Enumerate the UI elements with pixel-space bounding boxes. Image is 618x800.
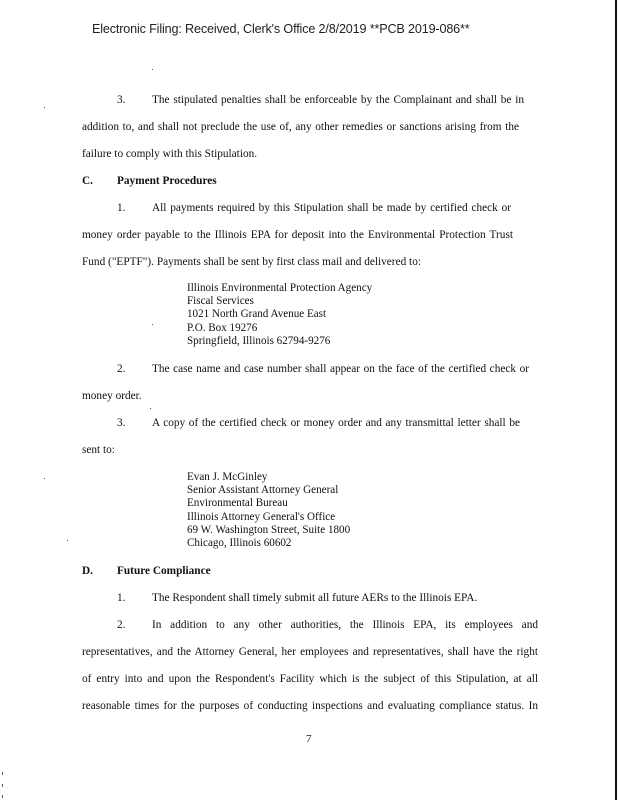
- scan-speck: [2, 795, 3, 798]
- scan-speck: [152, 324, 153, 325]
- address-line: Environmental Bureau: [187, 497, 288, 510]
- paragraph-line: The Respondent shall timely submit all future AERs to the Illinois EPA.: [152, 592, 478, 604]
- paragraph-number: 2.: [117, 619, 126, 631]
- scan-speck: [67, 540, 68, 541]
- paragraph-line: representatives, and the Attorney General, her employees and representatives, shall have the right: [82, 646, 538, 658]
- paragraph-line: All payments required by this Stipulation shall be made by certified check or: [152, 202, 511, 214]
- paragraph-line: In addition to any other authorities, the Illinois EPA, its employees and: [152, 619, 538, 631]
- paragraph-number: 3.: [117, 417, 126, 429]
- scan-speck: [44, 478, 45, 479]
- paragraph-number: 1.: [117, 202, 126, 214]
- paragraph-line: The case name and case number shall appear on the face of the certified check or: [152, 363, 529, 375]
- paragraph-line: The stipulated penalties shall be enforceable by the Complainant and shall be in: [152, 94, 524, 106]
- paragraph-line: Fund ("EPTF"). Payments shall be sent by first class mail and delivered to:: [82, 256, 421, 268]
- address-line: Chicago, Illinois 60602: [187, 537, 292, 550]
- counsel-address: [187, 471, 350, 550]
- section-title: Payment Procedures: [117, 175, 217, 187]
- scan-speck: [2, 772, 3, 775]
- paragraph-line: money order.: [82, 390, 142, 402]
- page-number: 7: [306, 733, 312, 745]
- address-line: Illinois Attorney General's Office: [187, 510, 336, 523]
- paragraph-line: money order payable to the Illinois EPA for deposit into the Environmental Protection Trust: [82, 229, 513, 241]
- scan-speck: [44, 107, 45, 108]
- address-line: 1021 North Grand Avenue East: [187, 308, 327, 321]
- address-line: 69 W. Washington Street, Suite 1800: [187, 523, 351, 536]
- paragraph-number: 3.: [117, 94, 126, 106]
- address-line: Senior Assistant Attorney General: [187, 484, 339, 497]
- paragraph-line: A copy of the certified check or money order and any transmittal letter shall be: [152, 417, 520, 429]
- paragraph-line: sent to:: [82, 444, 115, 456]
- section-letter: D.: [82, 565, 93, 577]
- address-line: P.O. Box 19276: [187, 321, 258, 334]
- address-line: Illinois Environmental Protection Agency: [187, 282, 373, 294]
- address-line: Springfield, Illinois 62794-9276: [187, 334, 331, 347]
- scan-edge: [615, 0, 617, 800]
- paragraph-number: 1.: [117, 592, 126, 604]
- section-title: Future Compliance: [117, 565, 211, 577]
- paragraph-line: addition to, and shall not preclude the use of, any other remedies or sanctions arising from the: [82, 121, 519, 133]
- paragraph-line: of entry into and upon the Respondent's Facility which is the subject of this Stipulation, at all: [82, 673, 538, 685]
- filing-header: Electronic Filing: Received, Clerk's Office 2/8/2019 **PCB 2019-086**: [92, 22, 470, 36]
- paragraph-line: failure to comply with this Stipulation.: [82, 148, 258, 160]
- address-line: Fiscal Services: [187, 295, 254, 308]
- address-line: Evan J. McGinley: [187, 471, 268, 483]
- payment-address: [187, 282, 372, 348]
- scan-speck: [2, 784, 3, 787]
- paragraph-number: 2.: [117, 363, 126, 375]
- scan-speck: [152, 69, 153, 70]
- paragraph-line: reasonable times for the purposes of conducting inspections and evaluating compliance status. In: [82, 700, 538, 712]
- scan-speck: [150, 408, 151, 409]
- section-letter: C.: [82, 175, 93, 187]
